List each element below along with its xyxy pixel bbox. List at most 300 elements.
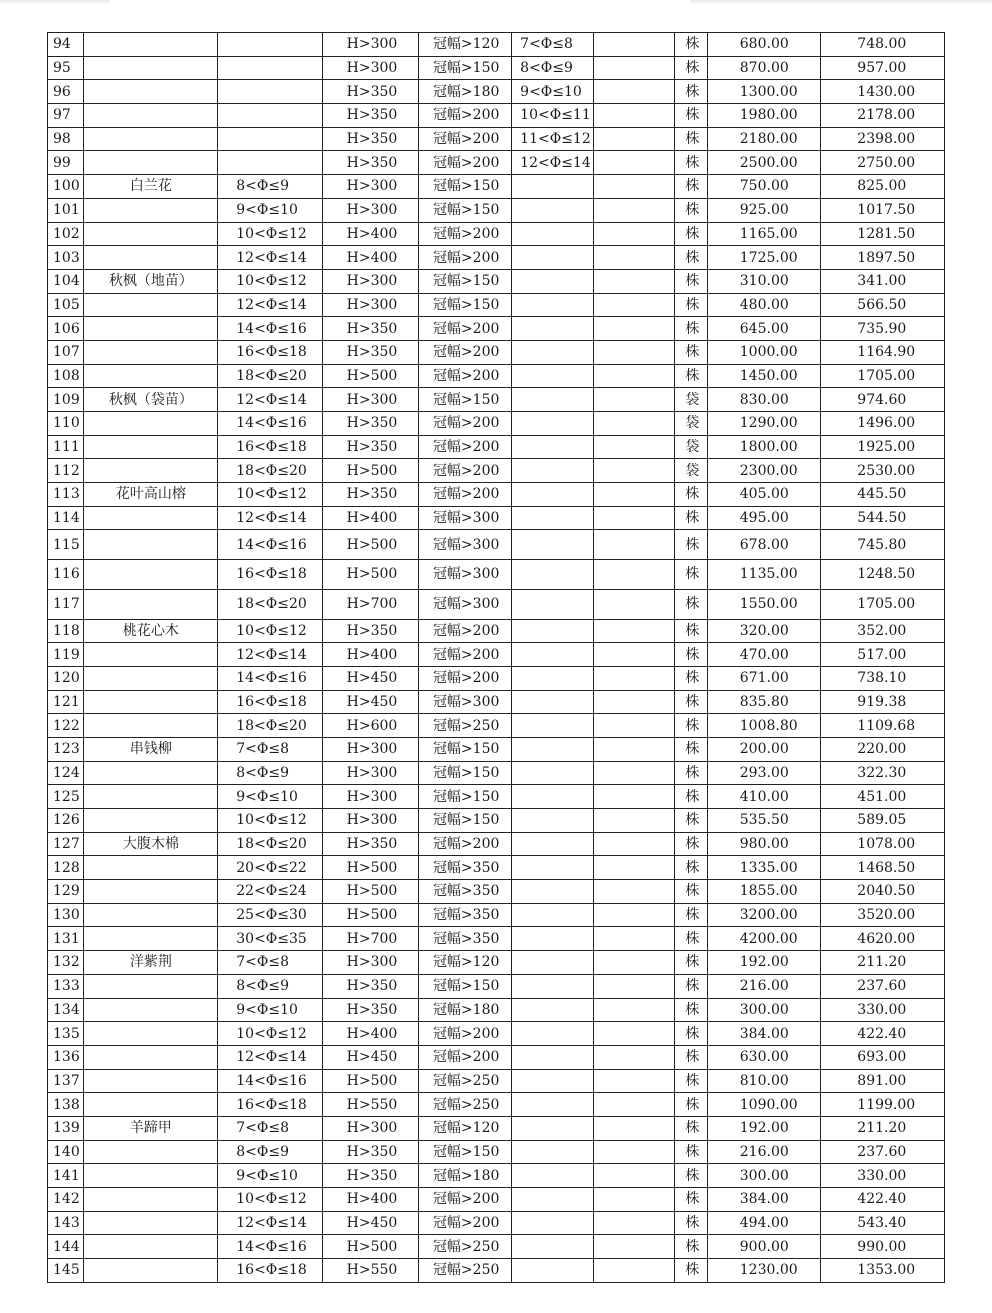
height-spec-cell: H>300 <box>322 951 418 975</box>
plant-name-cell <box>84 33 218 57</box>
row-number-cell: 96 <box>48 80 84 104</box>
plant-name-cell <box>84 127 218 151</box>
table-row <box>48 1164 945 1188</box>
table-row <box>48 951 945 975</box>
plant-name-cell <box>84 880 218 904</box>
price-2-cell: 919.38 <box>821 690 945 714</box>
blank-cell-cell <box>594 1211 675 1235</box>
unit-cell: 株 <box>675 175 707 199</box>
extra-spec-cell: 11<Φ≤12 <box>512 127 594 151</box>
unit-cell: 株 <box>675 1022 707 1046</box>
table-row <box>48 832 945 856</box>
extra-spec-cell <box>512 175 594 199</box>
row-number-cell: 110 <box>48 412 84 436</box>
unit-cell: 株 <box>675 483 707 507</box>
height-spec-cell: H>450 <box>322 1045 418 1069</box>
row-number-cell: 105 <box>48 293 84 317</box>
crown-spec-cell: 冠幅>180 <box>418 80 511 104</box>
crown-spec-cell: 冠幅>180 <box>418 998 511 1022</box>
extra-spec-cell <box>512 530 594 560</box>
unit-cell: 株 <box>675 340 707 364</box>
blank-cell-cell <box>594 643 675 667</box>
height-spec-cell: H>500 <box>322 459 418 483</box>
diameter-spec-cell <box>218 80 322 104</box>
extra-spec-cell <box>512 974 594 998</box>
plant-name-cell <box>84 998 218 1022</box>
table-row <box>48 483 945 507</box>
row-number-cell: 127 <box>48 832 84 856</box>
price-1-cell: 980.00 <box>707 832 821 856</box>
price-2-cell: 4620.00 <box>821 927 945 951</box>
row-number-cell: 136 <box>48 1045 84 1069</box>
unit-cell: 株 <box>675 246 707 270</box>
plant-name-cell <box>84 856 218 880</box>
price-1-cell: 630.00 <box>707 1045 821 1069</box>
table-row <box>48 643 945 667</box>
plant-name-cell <box>84 714 218 738</box>
height-spec-cell: H>300 <box>322 1116 418 1140</box>
diameter-spec-cell: 14<Φ≤16 <box>218 412 322 436</box>
diameter-spec-cell: 18<Φ≤20 <box>218 832 322 856</box>
diameter-spec-cell: 12<Φ≤14 <box>218 1045 322 1069</box>
plant-name-cell: 桃花心木 <box>84 619 218 643</box>
row-number-cell: 135 <box>48 1022 84 1046</box>
extra-spec-cell <box>512 666 594 690</box>
price-2-cell: 825.00 <box>821 175 945 199</box>
plant-name-cell: 秋枫（地苗） <box>84 269 218 293</box>
price-1-cell: 925.00 <box>707 198 821 222</box>
price-2-cell: 1430.00 <box>821 80 945 104</box>
price-2-cell: 2530.00 <box>821 459 945 483</box>
crown-spec-cell: 冠幅>150 <box>418 56 511 80</box>
table-row <box>48 560 945 590</box>
height-spec-cell: H>300 <box>322 293 418 317</box>
plant-name-cell <box>84 246 218 270</box>
plant-name-cell: 羊蹄甲 <box>84 1116 218 1140</box>
table-row <box>48 1188 945 1212</box>
unit-cell: 株 <box>675 127 707 151</box>
price-2-cell: 2750.00 <box>821 151 945 175</box>
unit-cell: 株 <box>675 809 707 833</box>
extra-spec-cell: 9<Φ≤10 <box>512 80 594 104</box>
price-2-cell: 891.00 <box>821 1069 945 1093</box>
price-1-cell: 1300.00 <box>707 80 821 104</box>
blank-cell-cell <box>594 317 675 341</box>
price-1-cell: 2180.00 <box>707 127 821 151</box>
price-1-cell: 216.00 <box>707 974 821 998</box>
price-1-cell: 535.50 <box>707 809 821 833</box>
diameter-spec-cell: 10<Φ≤12 <box>218 1188 322 1212</box>
blank-cell-cell <box>594 666 675 690</box>
blank-cell-cell <box>594 1116 675 1140</box>
table-row <box>48 175 945 199</box>
diameter-spec-cell: 10<Φ≤12 <box>218 222 322 246</box>
price-2-cell: 957.00 <box>821 56 945 80</box>
crown-spec-cell: 冠幅>120 <box>418 951 511 975</box>
plant-name-cell <box>84 506 218 530</box>
price-2-cell: 693.00 <box>821 1045 945 1069</box>
crown-spec-cell: 冠幅>200 <box>418 127 511 151</box>
price-1-cell: 1800.00 <box>707 435 821 459</box>
price-1-cell: 3200.00 <box>707 903 821 927</box>
height-spec-cell: H>500 <box>322 1235 418 1259</box>
height-spec-cell: H>350 <box>322 80 418 104</box>
crown-spec-cell: 冠幅>200 <box>418 666 511 690</box>
row-number-cell: 115 <box>48 530 84 560</box>
price-1-cell: 2500.00 <box>707 151 821 175</box>
row-number-cell: 119 <box>48 643 84 667</box>
blank-cell-cell <box>594 364 675 388</box>
unit-cell: 株 <box>675 690 707 714</box>
price-2-cell: 1078.00 <box>821 832 945 856</box>
price-1-cell: 1230.00 <box>707 1259 821 1283</box>
diameter-spec-cell: 12<Φ≤14 <box>218 1211 322 1235</box>
row-number-cell: 130 <box>48 903 84 927</box>
diameter-spec-cell: 16<Φ≤18 <box>218 690 322 714</box>
blank-cell-cell <box>594 388 675 412</box>
price-2-cell: 330.00 <box>821 998 945 1022</box>
crown-spec-cell: 冠幅>250 <box>418 714 511 738</box>
price-1-cell: 216.00 <box>707 1140 821 1164</box>
blank-cell-cell <box>594 269 675 293</box>
plant-name-cell <box>84 340 218 364</box>
plant-name-cell <box>84 530 218 560</box>
height-spec-cell: H>400 <box>322 506 418 530</box>
price-2-cell: 544.50 <box>821 506 945 530</box>
crown-spec-cell: 冠幅>300 <box>418 530 511 560</box>
plant-name-cell <box>84 589 218 619</box>
blank-cell-cell <box>594 1140 675 1164</box>
diameter-spec-cell: 14<Φ≤16 <box>218 317 322 341</box>
table-row <box>48 903 945 927</box>
price-1-cell: 470.00 <box>707 643 821 667</box>
height-spec-cell: H>450 <box>322 666 418 690</box>
height-spec-cell: H>700 <box>322 927 418 951</box>
price-1-cell: 1090.00 <box>707 1093 821 1117</box>
price-2-cell: 352.00 <box>821 619 945 643</box>
price-2-cell: 1109.68 <box>821 714 945 738</box>
extra-spec-cell <box>512 560 594 590</box>
crown-spec-cell: 冠幅>150 <box>418 785 511 809</box>
blank-cell-cell <box>594 530 675 560</box>
crown-spec-cell: 冠幅>250 <box>418 1235 511 1259</box>
plant-name-cell <box>84 785 218 809</box>
blank-cell-cell <box>594 974 675 998</box>
unit-cell: 袋 <box>675 435 707 459</box>
row-number-cell: 118 <box>48 619 84 643</box>
extra-spec-cell <box>512 1259 594 1283</box>
height-spec-cell: H>500 <box>322 530 418 560</box>
plant-name-cell: 白兰花 <box>84 175 218 199</box>
plant-name-cell <box>84 643 218 667</box>
price-2-cell: 422.40 <box>821 1022 945 1046</box>
price-1-cell: 1725.00 <box>707 246 821 270</box>
price-1-cell: 1000.00 <box>707 340 821 364</box>
diameter-spec-cell: 12<Φ≤14 <box>218 388 322 412</box>
price-1-cell: 410.00 <box>707 785 821 809</box>
row-number-cell: 145 <box>48 1259 84 1283</box>
price-2-cell: 589.05 <box>821 809 945 833</box>
crown-spec-cell: 冠幅>250 <box>418 1259 511 1283</box>
row-number-cell: 117 <box>48 589 84 619</box>
plant-name-cell <box>84 198 218 222</box>
price-1-cell: 4200.00 <box>707 927 821 951</box>
height-spec-cell: H>550 <box>322 1259 418 1283</box>
crown-spec-cell: 冠幅>200 <box>418 340 511 364</box>
unit-cell: 株 <box>675 151 707 175</box>
diameter-spec-cell: 10<Φ≤12 <box>218 269 322 293</box>
row-number-cell: 132 <box>48 951 84 975</box>
row-number-cell: 128 <box>48 856 84 880</box>
top-right-shadow <box>690 0 992 5</box>
row-number-cell: 137 <box>48 1069 84 1093</box>
crown-spec-cell: 冠幅>250 <box>418 1093 511 1117</box>
height-spec-cell: H>350 <box>322 317 418 341</box>
unit-cell: 株 <box>675 832 707 856</box>
extra-spec-cell <box>512 761 594 785</box>
extra-spec-cell <box>512 1188 594 1212</box>
price-2-cell: 211.20 <box>821 1116 945 1140</box>
table-row <box>48 880 945 904</box>
plant-name-cell <box>84 560 218 590</box>
price-2-cell: 451.00 <box>821 785 945 809</box>
price-1-cell: 384.00 <box>707 1188 821 1212</box>
plant-name-cell: 洋紫荆 <box>84 951 218 975</box>
diameter-spec-cell: 8<Φ≤9 <box>218 761 322 785</box>
diameter-spec-cell: 7<Φ≤8 <box>218 737 322 761</box>
table-row <box>48 737 945 761</box>
unit-cell: 株 <box>675 506 707 530</box>
table-row <box>48 690 945 714</box>
table-row <box>48 1093 945 1117</box>
diameter-spec-cell: 9<Φ≤10 <box>218 785 322 809</box>
extra-spec-cell <box>512 714 594 738</box>
unit-cell: 株 <box>675 269 707 293</box>
plant-name-cell <box>84 1259 218 1283</box>
price-2-cell: 330.00 <box>821 1164 945 1188</box>
crown-spec-cell: 冠幅>150 <box>418 737 511 761</box>
plant-name-cell <box>84 809 218 833</box>
row-number-cell: 112 <box>48 459 84 483</box>
plant-name-cell <box>84 435 218 459</box>
price-2-cell: 738.10 <box>821 666 945 690</box>
crown-spec-cell: 冠幅>200 <box>418 643 511 667</box>
extra-spec-cell <box>512 246 594 270</box>
plant-name-cell <box>84 104 218 128</box>
diameter-spec-cell: 18<Φ≤20 <box>218 364 322 388</box>
extra-spec-cell <box>512 998 594 1022</box>
blank-cell-cell <box>594 809 675 833</box>
unit-cell: 株 <box>675 222 707 246</box>
diameter-spec-cell: 10<Φ≤12 <box>218 483 322 507</box>
price-2-cell: 745.80 <box>821 530 945 560</box>
blank-cell-cell <box>594 998 675 1022</box>
row-number-cell: 99 <box>48 151 84 175</box>
crown-spec-cell: 冠幅>200 <box>418 1211 511 1235</box>
table-row <box>48 809 945 833</box>
height-spec-cell: H>500 <box>322 856 418 880</box>
plant-name-cell <box>84 1140 218 1164</box>
extra-spec-cell <box>512 1140 594 1164</box>
diameter-spec-cell: 9<Φ≤10 <box>218 1164 322 1188</box>
extra-spec-cell <box>512 880 594 904</box>
price-2-cell: 322.30 <box>821 761 945 785</box>
blank-cell-cell <box>594 198 675 222</box>
crown-spec-cell: 冠幅>200 <box>418 1188 511 1212</box>
crown-spec-cell: 冠幅>250 <box>418 1069 511 1093</box>
row-number-cell: 122 <box>48 714 84 738</box>
height-spec-cell: H>350 <box>322 151 418 175</box>
extra-spec-cell <box>512 690 594 714</box>
unit-cell: 株 <box>675 643 707 667</box>
row-number-cell: 129 <box>48 880 84 904</box>
price-2-cell: 237.60 <box>821 1140 945 1164</box>
price-2-cell: 3520.00 <box>821 903 945 927</box>
plant-name-cell <box>84 459 218 483</box>
crown-spec-cell: 冠幅>150 <box>418 974 511 998</box>
price-2-cell: 211.20 <box>821 951 945 975</box>
price-1-cell: 750.00 <box>707 175 821 199</box>
table-row <box>48 364 945 388</box>
height-spec-cell: H>450 <box>322 690 418 714</box>
height-spec-cell: H>550 <box>322 1093 418 1117</box>
price-1-cell: 1008.80 <box>707 714 821 738</box>
blank-cell-cell <box>594 856 675 880</box>
diameter-spec-cell: 14<Φ≤16 <box>218 1069 322 1093</box>
unit-cell: 株 <box>675 198 707 222</box>
unit-cell: 株 <box>675 714 707 738</box>
diameter-spec-cell: 12<Φ≤14 <box>218 506 322 530</box>
table-row <box>48 1116 945 1140</box>
diameter-spec-cell: 16<Φ≤18 <box>218 1093 322 1117</box>
price-2-cell: 1248.50 <box>821 560 945 590</box>
height-spec-cell: H>400 <box>322 1022 418 1046</box>
crown-spec-cell: 冠幅>300 <box>418 589 511 619</box>
crown-spec-cell: 冠幅>200 <box>418 151 511 175</box>
height-spec-cell: H>500 <box>322 364 418 388</box>
diameter-spec-cell: 8<Φ≤9 <box>218 974 322 998</box>
extra-spec-cell <box>512 198 594 222</box>
row-number-cell: 141 <box>48 1164 84 1188</box>
plant-name-cell <box>84 1211 218 1235</box>
diameter-spec-cell: 14<Φ≤16 <box>218 1235 322 1259</box>
page-top-band <box>0 0 992 22</box>
table-row <box>48 927 945 951</box>
price-1-cell: 293.00 <box>707 761 821 785</box>
crown-spec-cell: 冠幅>150 <box>418 269 511 293</box>
extra-spec-cell <box>512 589 594 619</box>
table-body <box>48 33 945 1283</box>
row-number-cell: 142 <box>48 1188 84 1212</box>
extra-spec-cell <box>512 459 594 483</box>
row-number-cell: 138 <box>48 1093 84 1117</box>
diameter-spec-cell: 8<Φ≤9 <box>218 175 322 199</box>
blank-cell-cell <box>594 104 675 128</box>
height-spec-cell: H>600 <box>322 714 418 738</box>
row-number-cell: 98 <box>48 127 84 151</box>
height-spec-cell: H>500 <box>322 880 418 904</box>
crown-spec-cell: 冠幅>200 <box>418 246 511 270</box>
plant-name-cell <box>84 903 218 927</box>
extra-spec-cell <box>512 856 594 880</box>
plant-name-cell <box>84 80 218 104</box>
price-1-cell: 671.00 <box>707 666 821 690</box>
blank-cell-cell <box>594 589 675 619</box>
unit-cell: 株 <box>675 1045 707 1069</box>
plant-name-cell <box>84 927 218 951</box>
crown-spec-cell: 冠幅>300 <box>418 506 511 530</box>
row-number-cell: 120 <box>48 666 84 690</box>
height-spec-cell: H>300 <box>322 388 418 412</box>
row-number-cell: 102 <box>48 222 84 246</box>
unit-cell: 株 <box>675 560 707 590</box>
table-row <box>48 856 945 880</box>
price-2-cell: 1468.50 <box>821 856 945 880</box>
table-row <box>48 388 945 412</box>
unit-cell: 株 <box>675 737 707 761</box>
table-row <box>48 222 945 246</box>
diameter-spec-cell: 25<Φ≤30 <box>218 903 322 927</box>
price-1-cell: 320.00 <box>707 619 821 643</box>
row-number-cell: 100 <box>48 175 84 199</box>
blank-cell-cell <box>594 127 675 151</box>
unit-cell: 株 <box>675 1164 707 1188</box>
height-spec-cell: H>350 <box>322 832 418 856</box>
price-1-cell: 830.00 <box>707 388 821 412</box>
plant-name-cell <box>84 666 218 690</box>
height-spec-cell: H>350 <box>322 974 418 998</box>
table-row <box>48 589 945 619</box>
crown-spec-cell: 冠幅>200 <box>418 435 511 459</box>
price-2-cell: 1496.00 <box>821 412 945 436</box>
crown-spec-cell: 冠幅>200 <box>418 459 511 483</box>
blank-cell-cell <box>594 483 675 507</box>
height-spec-cell: H>350 <box>322 619 418 643</box>
price-1-cell: 1135.00 <box>707 560 821 590</box>
unit-cell: 袋 <box>675 412 707 436</box>
unit-cell: 株 <box>675 666 707 690</box>
extra-spec-cell <box>512 340 594 364</box>
blank-cell-cell <box>594 785 675 809</box>
price-2-cell: 1164.90 <box>821 340 945 364</box>
table-row <box>48 998 945 1022</box>
price-1-cell: 300.00 <box>707 998 821 1022</box>
table-row <box>48 151 945 175</box>
height-spec-cell: H>500 <box>322 1069 418 1093</box>
height-spec-cell: H>300 <box>322 761 418 785</box>
unit-cell: 株 <box>675 1188 707 1212</box>
height-spec-cell: H>350 <box>322 1164 418 1188</box>
height-spec-cell: H>350 <box>322 412 418 436</box>
height-spec-cell: H>350 <box>322 483 418 507</box>
table-row <box>48 785 945 809</box>
price-2-cell: 748.00 <box>821 33 945 57</box>
price-2-cell: 1925.00 <box>821 435 945 459</box>
height-spec-cell: H>400 <box>322 246 418 270</box>
crown-spec-cell: 冠幅>300 <box>418 560 511 590</box>
blank-cell-cell <box>594 506 675 530</box>
unit-cell: 株 <box>675 589 707 619</box>
blank-cell-cell <box>594 412 675 436</box>
crown-spec-cell: 冠幅>300 <box>418 690 511 714</box>
plant-name-cell <box>84 1045 218 1069</box>
blank-cell-cell <box>594 56 675 80</box>
height-spec-cell: H>300 <box>322 809 418 833</box>
row-number-cell: 111 <box>48 435 84 459</box>
table-row <box>48 974 945 998</box>
table-row <box>48 246 945 270</box>
extra-spec-cell: 8<Φ≤9 <box>512 56 594 80</box>
